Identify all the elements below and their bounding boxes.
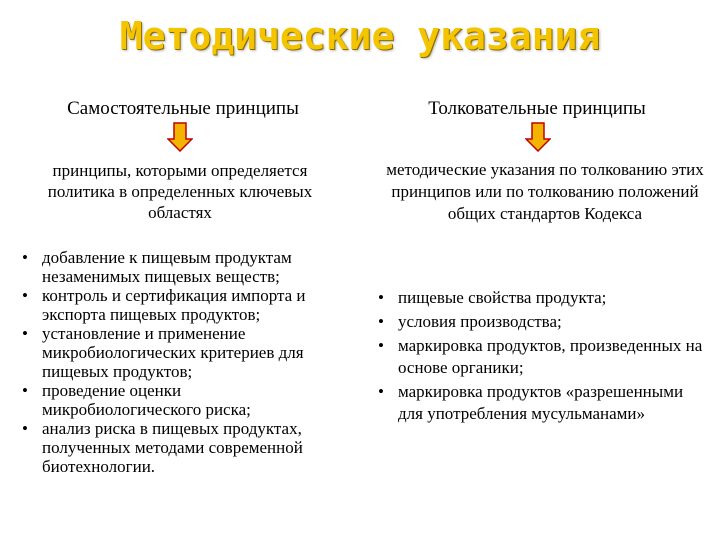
list-item-text: проведение оценки микробиологического риска; [42, 381, 251, 419]
list-item [378, 381, 708, 425]
list-item [378, 287, 708, 309]
bullet: • [22, 286, 28, 305]
bullet: • [378, 382, 384, 401]
list-item [22, 286, 342, 324]
bullet: • [22, 248, 28, 267]
bullet: • [378, 336, 384, 355]
list-item [378, 335, 708, 379]
list-item [22, 324, 342, 381]
list-item-text: пищевые свойства продукта; [398, 288, 607, 307]
list-item-text: анализ риска в пищевых продуктах, полученных методами современной биотехнологии. [42, 419, 303, 476]
arrow-down-icon [167, 122, 193, 152]
page-title: Методические указания [119, 14, 601, 58]
list-item-text: маркировка продуктов «разрешенными для употребления мусульманами» [398, 382, 684, 423]
bullet: • [22, 419, 28, 438]
list-item [22, 248, 342, 286]
left-column-heading: Самостоятельные принципы [67, 98, 299, 119]
bullet: • [22, 324, 28, 343]
list-item [22, 419, 342, 476]
list-item-text: контроль и сертификация импорта и экспорта пищевых продуктов; [42, 286, 306, 324]
left-item-list [22, 248, 342, 476]
bullet: • [378, 312, 384, 331]
bullet: • [22, 381, 28, 400]
right-column-heading: Толковательные принципы [428, 98, 646, 119]
list-item [22, 381, 342, 419]
list-item-text: условия производства; [398, 312, 562, 331]
list-item-text: добавление к пищевым продуктам незаменимых пищевых веществ; [42, 248, 292, 286]
list-item-text: установление и применение микробиологических критериев для пищевых продуктов; [42, 324, 304, 381]
list-item [378, 311, 708, 333]
left-description: принципы, которыми определяется политика в определенных ключевых областях [47, 161, 313, 222]
bullet: • [378, 288, 384, 307]
right-item-list [378, 287, 708, 427]
right-description: методические указания по толкованию этих принципов или по толкованию положений общих стандартов Кодекса [386, 160, 704, 223]
arrow-down-icon [525, 122, 551, 152]
list-item-text: маркировка продуктов, произведенных на основе органики; [398, 336, 703, 377]
